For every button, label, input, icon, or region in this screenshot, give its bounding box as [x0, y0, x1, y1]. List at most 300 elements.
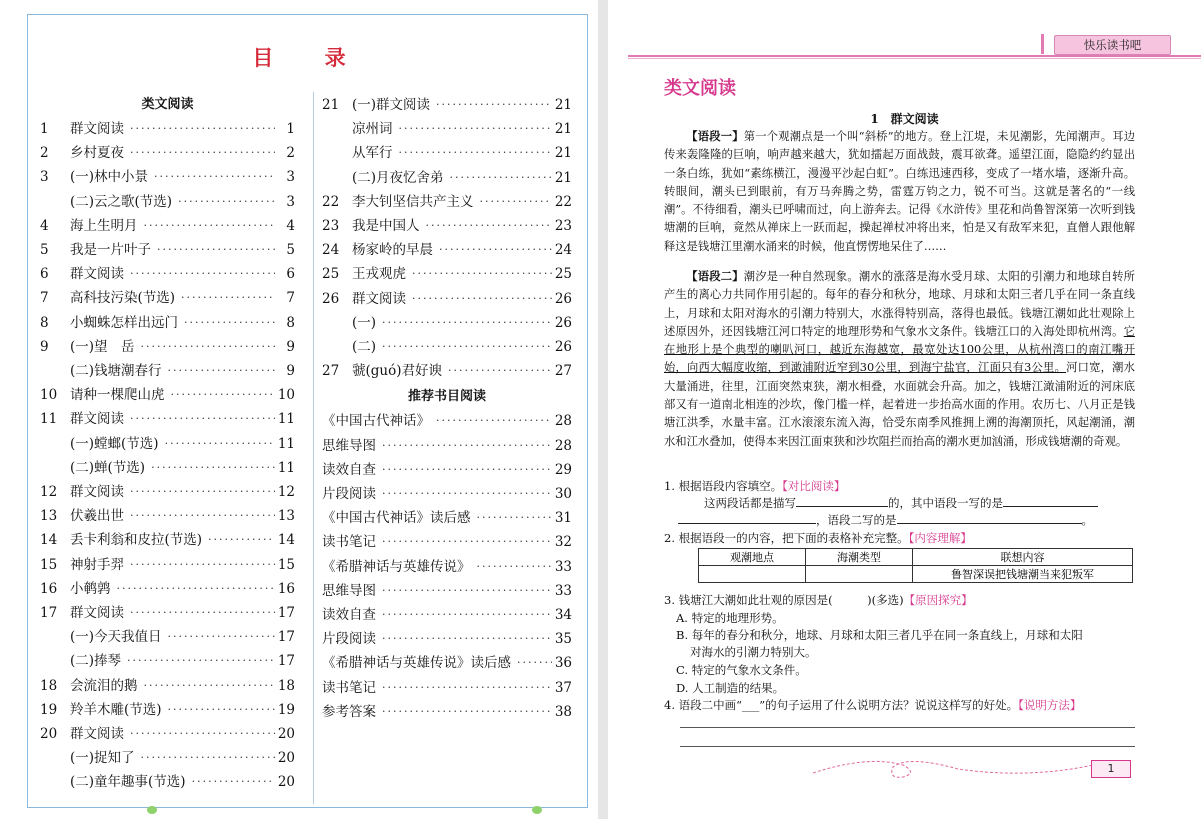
table-header-cell: 海潮类型	[806, 549, 913, 566]
toc-entry-number	[322, 119, 352, 139]
toc-leader-dots	[138, 676, 276, 696]
toc-leader-dots	[124, 409, 275, 429]
table-row	[699, 566, 1133, 583]
toc-entry-number	[322, 143, 352, 163]
toc-entry[interactable]	[40, 167, 295, 187]
toc-entry-number: 23	[322, 218, 340, 234]
passage-1-tag: 【语段一】	[686, 129, 744, 143]
toc-entry-number: 3	[40, 169, 49, 186]
toc-leader-dots	[165, 385, 276, 405]
toc-entry-title: 高科技污染(节选)	[70, 290, 176, 307]
toc-entry[interactable]	[322, 192, 572, 212]
answer-line[interactable]	[680, 746, 1135, 747]
question-3-prompt: 3. 钱塘江大潮如此壮观的原因是( )(多选)	[664, 593, 904, 607]
toc-entry[interactable]	[322, 216, 572, 236]
toc-entry-page: 23	[554, 218, 572, 234]
toc-entry[interactable]	[322, 678, 572, 698]
toc-entry-title: 请种一棵爬山虎	[70, 387, 165, 404]
toc-entry[interactable]	[40, 143, 295, 163]
toc-leader-dots	[138, 216, 276, 236]
toc-entry-title: 群文阅读	[70, 484, 124, 500]
toc-entry-title: 读书笔记	[322, 534, 376, 551]
toc-entry[interactable]	[322, 436, 572, 456]
toc-entry-number: 12	[40, 484, 58, 500]
toc-leader-dots	[111, 579, 276, 599]
page-number: 1	[1091, 760, 1131, 778]
toc-entry-title: (一)林中小景	[70, 169, 149, 186]
toc-entry-title: 从军行	[352, 145, 393, 162]
toc-entry-page: 7	[286, 290, 295, 307]
toc-entry[interactable]	[40, 385, 295, 405]
toc-entry-page: 28	[554, 437, 572, 454]
toc-entry-title: 海上生明月	[70, 217, 138, 234]
toc-leader-dots	[420, 216, 553, 236]
toc-entry-page: 3	[286, 193, 295, 210]
toc-entry-number: 27	[322, 363, 340, 380]
toc-entry-number: 7	[40, 290, 49, 307]
toc-leader-dots	[124, 506, 275, 526]
toc-entry-number: 14	[40, 532, 58, 549]
toc-entry-page: 11	[277, 459, 295, 476]
toc-entry-page: 26	[554, 339, 572, 355]
toc-entry-page: 21	[554, 97, 572, 113]
toc-entry[interactable]	[40, 458, 295, 478]
toc-entry[interactable]	[322, 337, 572, 357]
toc-leader-dots	[162, 361, 275, 381]
toc-entry[interactable]	[322, 168, 572, 188]
toc-entry[interactable]	[322, 119, 572, 139]
toc-entry-page: 20	[277, 726, 295, 742]
toc-entry-title: 群文阅读	[70, 605, 124, 621]
decorative-swirl-icon	[808, 755, 1098, 783]
toc-leader-dots	[376, 605, 552, 625]
toc-entry-page: 33	[554, 582, 572, 599]
toc-entry-title: (一)	[352, 314, 377, 331]
toc-entry-page: 13	[277, 508, 295, 525]
toc-entry-page: 22	[554, 193, 572, 210]
section-heading-recommended-books: 推荐书目阅读	[407, 389, 486, 405]
toc-leader-dots	[124, 119, 275, 139]
article-title: 1 群文阅读	[870, 112, 939, 126]
toc-entry-number	[40, 772, 70, 792]
toc-entry-number	[322, 337, 352, 357]
toc-entry[interactable]	[322, 361, 572, 381]
passage-2	[664, 267, 1135, 451]
toc-entry[interactable]	[40, 434, 295, 454]
toc-entry[interactable]	[40, 748, 295, 768]
toc-entry-title: 李大钊坚信共产主义	[352, 193, 474, 210]
toc-leader-dots	[474, 192, 553, 212]
toc-entry[interactable]	[40, 724, 295, 744]
toc-leader-dots	[442, 361, 552, 381]
toc-entry[interactable]	[40, 482, 295, 502]
toc-leader-dots	[135, 337, 275, 357]
toc-entry[interactable]	[322, 289, 572, 309]
toc-entry[interactable]	[322, 240, 572, 260]
toc-entry[interactable]	[40, 579, 295, 599]
toc-entry[interactable]	[40, 119, 295, 139]
toc-leader-dots	[145, 458, 275, 478]
toc-entry-number: 6	[40, 266, 49, 283]
toc-entry-page: 31	[554, 510, 572, 527]
toc-entry-page: 35	[554, 631, 572, 648]
toc-entry[interactable]	[322, 532, 572, 552]
toc-entry-page: 12	[277, 484, 295, 500]
toc-entry-number: 22	[322, 193, 340, 210]
column-divider	[313, 92, 314, 804]
toc-entry-page: 19	[277, 701, 295, 718]
toc-entry[interactable]	[40, 627, 295, 647]
toc-entry-page: 20	[277, 774, 295, 791]
question-1	[664, 478, 1144, 495]
toc-leader-dots	[162, 627, 275, 647]
toc-entry-title: 群文阅读	[70, 121, 124, 137]
toc-entry-number: 15	[40, 556, 58, 573]
toc-entry[interactable]	[322, 653, 572, 673]
toc-leader-dots	[393, 143, 553, 163]
toc-leader-dots	[393, 119, 553, 139]
toc-entry-number: 10	[40, 387, 58, 404]
toc-leader-dots	[444, 168, 552, 188]
toc-leader-dots	[406, 289, 552, 309]
toc-entry-title: (二)	[352, 339, 377, 355]
toc-leader-dots	[376, 313, 552, 333]
toc-entry-title: 虢(guó)君好谀	[352, 363, 442, 380]
toc-entry-number: 11	[40, 411, 58, 428]
toc-leader-dots	[376, 678, 552, 698]
toc-entry-number: 17	[40, 605, 58, 621]
toc-entry-number: 16	[40, 580, 58, 597]
toc-entry-page: 5	[286, 242, 295, 258]
header-tab: 快乐读书吧	[1054, 35, 1171, 55]
toc-leader-dots	[175, 288, 275, 308]
toc-leader-dots	[406, 264, 552, 284]
toc-entry-title: 群文阅读	[352, 290, 406, 307]
q1-blank-4[interactable]	[897, 523, 1082, 524]
toc-entry[interactable]	[40, 361, 295, 381]
table-cell-blank[interactable]	[699, 566, 806, 583]
toc-entry[interactable]	[40, 337, 295, 357]
toc-entry-page: 20	[277, 750, 295, 767]
question-2-prompt: 2. 根据语段一的内容，把下面的表格补充完整。	[664, 531, 909, 545]
toc-entry-title: 群文阅读	[70, 411, 124, 428]
toc-entry-page: 9	[286, 363, 295, 379]
toc-entry-title: 群文阅读	[70, 266, 124, 283]
toc-entry-page: 29	[554, 461, 572, 478]
right-page-reading	[608, 0, 1201, 819]
page-title: 类文阅读	[664, 78, 736, 99]
toc-entry-number: 26	[322, 290, 340, 307]
toc-entry[interactable]	[322, 629, 572, 649]
toc-entry-title: (二)捧琴	[70, 653, 122, 670]
toc-entry-title: (一)捉知了	[70, 750, 135, 767]
toc-entry-number: 4	[40, 217, 49, 234]
toc-entry-page: 24	[554, 242, 572, 259]
toc-leader-dots	[186, 772, 275, 792]
toc-entry-page: 26	[554, 290, 572, 307]
toc-entry[interactable]	[40, 651, 295, 671]
toc-entry-page: 21	[554, 169, 572, 186]
toc-entry[interactable]	[40, 264, 295, 284]
toc-entry-title: (二)钱塘潮春行	[70, 363, 162, 379]
toc-entry-page: 15	[277, 556, 295, 573]
toc-entry-page: 36	[554, 655, 572, 672]
toc-entry-number: 5	[40, 242, 49, 258]
toc-entry-number: 24	[322, 242, 340, 259]
toc-entry-title: 参考答案	[322, 703, 376, 720]
question-3-tag: 【原因探究】	[903, 593, 973, 607]
question-1-prompt: 1. 根据语段内容填空。	[664, 479, 783, 493]
q1-blank-1[interactable]	[796, 506, 888, 507]
question-4-prompt: 4. 语段二中画“___”的句子运用了什么说明方法？说说这样写的好处。	[664, 698, 1019, 712]
toc-entry[interactable]	[322, 313, 572, 333]
toc-entry-number	[40, 361, 70, 381]
toc-entry-title: 丢卡利翁和皮拉(节选)	[70, 532, 203, 549]
toc-entry[interactable]	[40, 700, 295, 720]
toc-entry[interactable]	[322, 411, 572, 431]
toc-entry-number: 1	[40, 121, 49, 137]
toc-entry[interactable]	[40, 216, 295, 236]
toc-entry-number: 2	[40, 145, 49, 162]
toc-entry[interactable]	[322, 143, 572, 163]
leaf-decoration-icon	[147, 806, 157, 814]
toc-entry-title: 小鹌鹑	[70, 580, 111, 597]
toc-entry[interactable]	[40, 506, 295, 526]
q1-text-a: 这两段话都是描写	[704, 496, 796, 510]
toc-entry-page: 14	[277, 532, 295, 549]
toc-entry-title: (一)群文阅读	[352, 97, 431, 113]
toc-entry-number	[40, 651, 70, 671]
question-2	[664, 530, 1144, 547]
toc-entry[interactable]	[322, 460, 572, 480]
toc-leader-dots	[376, 484, 552, 504]
toc-entry-page: 28	[554, 413, 572, 430]
toc-leader-dots	[151, 240, 275, 260]
toc-leader-dots	[430, 95, 552, 115]
toc-leader-dots	[511, 653, 552, 673]
toc-entry-page: 38	[554, 703, 572, 720]
option-b-cont: 对海水的引潮力特别大。	[690, 645, 817, 659]
toc-leader-dots	[430, 411, 552, 431]
toc-entry-title: 杨家岭的早晨	[352, 242, 433, 259]
toc-entry-number: 21	[322, 97, 340, 113]
toc-entry-page: 33	[554, 558, 572, 575]
header-rule-thin	[628, 58, 1201, 59]
toc-entry-title: 神射手羿	[70, 556, 124, 573]
toc-leader-dots	[124, 555, 275, 575]
toc-entry-title: 《希腊神话与英雄传说》	[322, 558, 471, 575]
toc-entry[interactable]	[40, 603, 295, 623]
toc-entry-page: 16	[277, 580, 295, 597]
toc-entry-number: 20	[40, 726, 58, 742]
toc-entry-page: 9	[286, 338, 295, 355]
toc-entry-page: 21	[554, 145, 572, 162]
toc-entry-title: 小蜘蛛怎样出远门	[70, 314, 178, 331]
toc-leader-dots	[172, 192, 275, 212]
toc-leader-dots	[376, 460, 552, 480]
toc-leader-dots	[162, 700, 275, 720]
toc-entry[interactable]	[322, 484, 572, 504]
toc-entry-title: (二)云之歌(节选)	[70, 193, 173, 210]
toc-leader-dots	[433, 240, 552, 260]
toc-entry[interactable]	[322, 557, 572, 577]
toc-entry-title: 我是中国人	[352, 218, 420, 234]
toc-entry-title: 《中国古代神话》读后感	[322, 510, 471, 527]
toc-entry-page: 21	[554, 121, 572, 138]
toc-entry-number: 13	[40, 508, 58, 525]
toc-leader-dots	[471, 508, 553, 528]
toc-leader-dots	[376, 581, 552, 601]
toc-entry-title: 片段阅读	[322, 486, 376, 502]
option-c[interactable]: C. 特定的气象水文条件。	[676, 663, 807, 677]
answer-line[interactable]	[680, 727, 1135, 728]
toc-entry-number: 9	[40, 338, 49, 355]
toc-entry-title: (二)月夜忆舍弟	[352, 169, 444, 186]
option-b[interactable]: B. 每年的春分和秋分，地球、月球和太阳三者几乎在同一条直线上，月球和太阳	[676, 628, 1083, 642]
toc-leader-dots	[376, 532, 552, 552]
toc-entry[interactable]	[322, 581, 572, 601]
question-3	[664, 592, 1144, 609]
toc-leader-dots	[124, 143, 275, 163]
toc-leader-dots	[135, 748, 275, 768]
toc-leader-dots	[124, 724, 275, 744]
toc-entry[interactable]	[40, 288, 295, 308]
toc-entry-title: 读效自查	[322, 461, 376, 478]
toc-entry[interactable]	[40, 192, 295, 212]
toc-entry[interactable]	[40, 676, 295, 696]
toc-entry-title: 伏羲出世	[70, 508, 124, 525]
toc-entry-title: 思维导图	[322, 437, 376, 454]
toc-entry[interactable]	[40, 555, 295, 575]
toc-entry-page: 6	[286, 266, 295, 283]
toc-entry[interactable]	[322, 508, 572, 528]
toc-entry-page: 25	[554, 266, 572, 283]
toc-entry-title: 王戎观虎	[352, 266, 406, 283]
toc-entry-page: 30	[554, 486, 572, 502]
toc-leader-dots	[178, 313, 275, 333]
option-a[interactable]: A. 特定的地理形势。	[676, 611, 784, 625]
toc-leader-dots	[159, 434, 275, 454]
toc-leader-dots	[148, 167, 275, 187]
toc-entry-page: 1	[286, 121, 295, 137]
toc-entry-title: 凉州词	[352, 121, 393, 138]
toc-entry-page: 18	[277, 677, 295, 694]
toc-entry[interactable]	[322, 264, 572, 284]
toc-entry-number	[40, 627, 70, 647]
toc-entry[interactable]	[40, 772, 295, 792]
toc-entry-number	[40, 434, 70, 454]
toc-entry-title: (一)螳螂(节选)	[70, 435, 159, 452]
question-2-table	[698, 548, 1133, 583]
header-accent	[1041, 34, 1044, 54]
toc-entry-title: (一)望 岳	[70, 338, 135, 355]
passage-2-text-a: 潮汐是一种自然现象。潮水的涨落是海水受月球、太阳的引潮力和地球自转所产生的离心力共同作用引起的。每年的春分和秋分，地球、月球和太阳三者几乎在同一条直线上，月球和太阳对海水的引潮力特别大，水涨得特别高，落得也最低。钱塘江潮如此壮观除上述原因外，还因钱塘江河口特定的地理形势和气象水文条件。钱塘江口的入海处即杭州湾。	[664, 270, 1135, 338]
toc-entry-page: 17	[277, 605, 295, 621]
toc-entry-page: 37	[554, 679, 572, 696]
toc-entry-number	[40, 192, 70, 212]
toc-entry-page: 26	[554, 314, 572, 331]
left-page-contents	[0, 0, 598, 819]
passage-2-text-b: 河口宽，潮水大量涌进，往里，江面突然束狭，潮水相叠，水面就会升高。加之，钱塘江澉浦附近的河床底部又有一道南北相连的沙坎，像门槛一样，起着进一步抬高水面的作用。农历七、八月正是钱塘江洪季，水量丰富。江水滚滚东流入海，恰受东南季风推拥上溯的海潮顶托，风起潮涌，潮水和江水叠加，使得本来因江面束狭和沙坎阻拦而抬高的潮水更加汹涌，形成钱塘潮的奇观。	[664, 361, 1135, 448]
toc-entry[interactable]	[40, 313, 295, 333]
toc-leader-dots	[376, 629, 552, 649]
leaf-decoration-icon	[532, 806, 542, 814]
toc-leader-dots	[124, 482, 275, 502]
toc-entry-title: 读效自查	[322, 607, 376, 623]
toc-entry-number	[322, 313, 352, 333]
toc-entry-page: 11	[277, 435, 295, 452]
question-1-line-1	[704, 495, 1144, 512]
toc-entry[interactable]	[322, 605, 572, 625]
question-4	[664, 697, 1144, 714]
toc-entry-title: 读书笔记	[322, 679, 376, 696]
toc-leader-dots	[124, 603, 275, 623]
passage-1-text: 第一个观潮点是一个叫“斜桥”的地方。登上江堤，未见潮影，先闻潮声。耳边传来轰隆隆的巨响，响声越来越大，犹如擂起万面战鼓，震耳欲聋。遥望江面，隐隐约约显出一条白练，犹如“素练横江，漫漫平沙起白虹”。白练迅速西移，变成了一堵水墙，逐渐升高。转眼间，潮头已到眼前，有万马奔腾之势，雷霆万钧之力，锐不可当。这就是著名的“一线潮”。不待细看，潮头已呼啸而过，向上游奔去。记得《水浒传》里花和尚鲁智深第一次听到钱塘潮的巨响，竟然从禅床上一跃而起，操起禅杖冲将出来，怕是又有敌军来犯，直僧人跟他解释这是钱塘江里潮水涌来的时候，他直愣愣地呆住了……	[664, 130, 1135, 253]
toc-entry-number: 8	[40, 314, 49, 331]
toc-entry-page: 8	[286, 314, 295, 331]
toc-entry-title: (一)今天我值日	[70, 629, 162, 646]
table-cell-blank[interactable]	[806, 566, 913, 583]
toc-entry[interactable]	[40, 530, 295, 550]
toc-leader-dots	[121, 651, 275, 671]
toc-entry-number	[40, 458, 70, 478]
toc-entry-number	[322, 168, 352, 188]
q1-text-b: 的，其中语段一写的是	[888, 496, 1003, 510]
toc-entry-page: 2	[286, 145, 295, 162]
toc-leader-dots	[376, 436, 552, 456]
toc-entry-page: 32	[554, 534, 572, 551]
toc-entry[interactable]	[40, 240, 295, 260]
toc-leader-dots	[124, 264, 275, 284]
q1-text-d: 。	[1081, 513, 1093, 527]
section-heading-reading: 类文阅读	[141, 97, 194, 112]
table-header-cell: 观潮地点	[699, 549, 806, 566]
contents-title: 目 录	[252, 45, 368, 70]
q1-blank-2[interactable]	[1003, 506, 1098, 507]
toc-entry-title: 片段阅读	[322, 631, 376, 648]
toc-entry-title: 乡村夏夜	[70, 145, 124, 162]
toc-entry-page: 17	[277, 629, 295, 646]
toc-entry-title: 《中国古代神话》	[322, 413, 430, 430]
q1-blank-3[interactable]	[678, 523, 816, 524]
toc-entry-title: 我是一片叶子	[70, 242, 151, 258]
question-1-line-2	[678, 512, 1138, 529]
toc-entry-page: 3	[286, 169, 295, 186]
passage-2-underlined: 它在地形上是个典型的喇叭河口，越近东海越宽，最宽处达100公里，从杭州湾口的南江嘴开始，向西大幅度收缩，到澉浦附近窄到30公里，到海宁盐官，江面只有3公里。	[664, 324, 1135, 375]
toc-entry-page: 27	[554, 363, 572, 380]
toc-entry-number: 19	[40, 701, 58, 718]
toc-entry[interactable]	[40, 409, 295, 429]
table-cell: 鲁智深误把钱塘潮当来犯叛军	[913, 566, 1133, 583]
q1-text-c: ，语段二写的是	[816, 513, 897, 527]
toc-entry-title: 思维导图	[322, 582, 376, 599]
toc-entry-page: 4	[286, 217, 295, 234]
toc-entry-title: 羚羊木雕(节选)	[70, 701, 162, 718]
question-2-tag: 【内容理解】	[908, 531, 972, 545]
toc-entry[interactable]	[322, 95, 572, 115]
toc-leader-dots	[376, 337, 552, 357]
toc-entry-number: 18	[40, 677, 58, 694]
toc-leader-dots	[376, 702, 552, 722]
toc-entry-title: (二)蝉(节选)	[70, 459, 146, 476]
toc-entry-page: 11	[277, 411, 295, 428]
toc-leader-dots	[202, 530, 275, 550]
toc-entry[interactable]	[322, 702, 572, 722]
toc-entry-number: 25	[322, 266, 340, 283]
passage-2-tag: 【语段二】	[686, 269, 744, 283]
question-4-tag: 【说明方法】	[1018, 698, 1082, 712]
option-d[interactable]: D. 人工制造的结果。	[676, 681, 785, 695]
